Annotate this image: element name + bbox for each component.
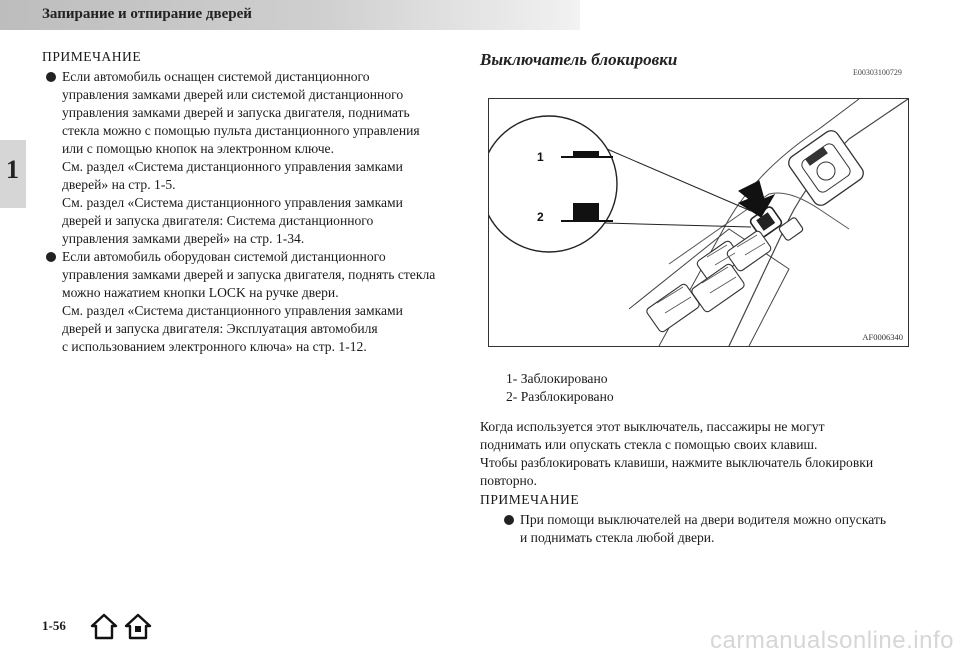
watermark: carmanualsonline.info (710, 627, 954, 654)
note-bullet-2 (42, 248, 472, 356)
note-bullet-1 (42, 68, 472, 248)
callout-2-label: 2 (537, 210, 544, 224)
bullet-dot-icon (504, 515, 514, 525)
reference-line: дверей и запуска двигателя: Эксплуатация автомобиля (62, 321, 378, 336)
note-title: ПРИМЕЧАНИЕ (480, 492, 580, 507)
bullet-dot-icon (46, 252, 56, 262)
reference-line: дверей и запуска двигателя: Система дистанционного (62, 213, 374, 228)
note-line: Если автомобиль оснащен системой дистанционного (62, 69, 370, 84)
body-paragraph (480, 418, 920, 490)
legend-item-unlocked: 2- Разблокировано (506, 389, 614, 404)
home-icon[interactable] (92, 615, 116, 638)
door-switch-panel-illustration (489, 99, 908, 346)
page-number: 1-56 (42, 618, 66, 633)
callout-1-label: 1 (537, 150, 544, 164)
note-line: управления замками дверей и запуска двигателя, поднимать (62, 105, 410, 120)
reference-line: с использованием электронного ключа» на стр. 1-12. (62, 339, 367, 354)
paragraph-line: повторно. (480, 473, 537, 488)
paragraph-line: поднимать или опускать стекла с помощью своих клавиш. (480, 437, 818, 452)
note-line: или с помощью кнопок на электронном ключе. (62, 141, 334, 156)
right-column (480, 50, 920, 545)
home-section-icon[interactable] (126, 615, 150, 638)
paragraph-line: Чтобы разблокировать клавиши, нажмите выключатель блокировки (480, 455, 874, 470)
section-code: E00303100729 (853, 68, 902, 77)
figure-legend (506, 370, 614, 406)
left-column (42, 48, 472, 356)
bullet-dot-icon (46, 72, 56, 82)
reference-line: управления замками дверей» на стр. 1-34. (62, 231, 305, 246)
reference-line: дверей» на стр. 1-5. (62, 177, 176, 192)
paragraph-line: Когда используется этот выключатель, пассажиры не могут (480, 419, 825, 434)
reference-line: См. раздел «Система дистанционного управления замками (62, 303, 403, 318)
note-line: управления замками дверей или системой дистанционного (62, 87, 404, 102)
figure-code: AF0006340 (862, 332, 903, 342)
note-line: и поднимать стекла любой двери. (520, 530, 715, 545)
lock-switch-figure (488, 98, 909, 347)
note-line: управления замками дверей и запуска двигателя, поднять стекла (62, 267, 436, 282)
note-line: Если автомобиль оборудован системой дистанционного (62, 249, 386, 264)
page-header-title: Запирание и отпирание дверей (42, 6, 252, 22)
note-line: можно нажатием кнопки LOCK на ручке двери. (62, 285, 339, 300)
note-line: При помощи выключателей на двери водителя можно опускать (520, 512, 887, 527)
navigation-icons (90, 612, 154, 645)
chapter-number: 1 (6, 155, 19, 184)
note-bullet (480, 511, 920, 547)
note-line: стекла можно с помощью пульта дистанционного управления (62, 123, 420, 138)
reference-line: См. раздел «Система дистанционного управления замками (62, 159, 403, 174)
note-title: ПРИМЕЧАНИЕ (42, 49, 142, 64)
legend-item-locked: 1- Заблокировано (506, 371, 608, 386)
reference-line: См. раздел «Система дистанционного управления замками (62, 195, 403, 210)
section-title: Выключатель блокировки (480, 50, 678, 69)
second-note (480, 491, 920, 547)
